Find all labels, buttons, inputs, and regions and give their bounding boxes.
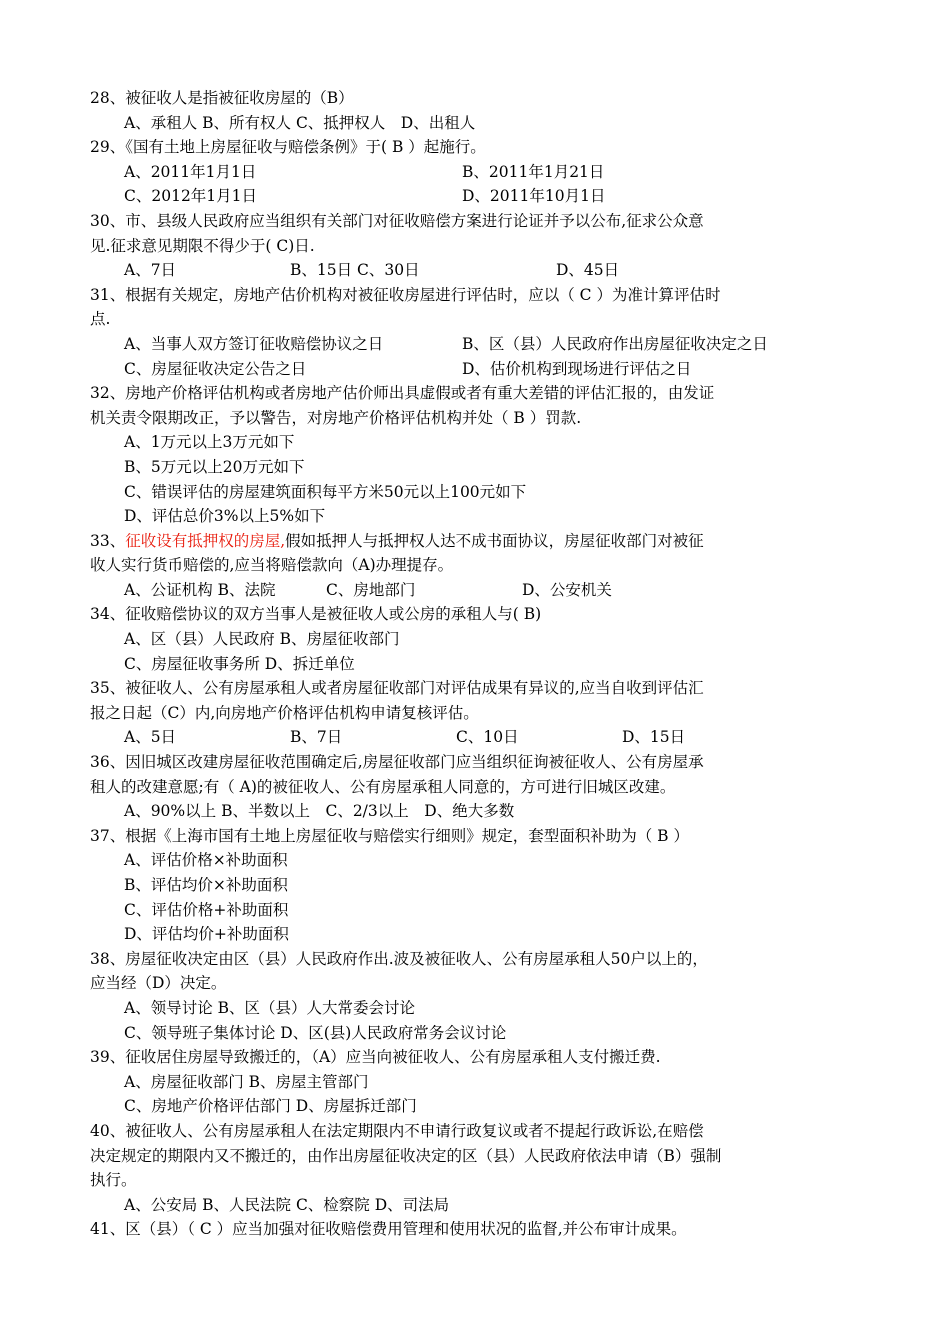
question-32-option-b: B、5万元以上20万元如下 bbox=[124, 457, 305, 476]
question-39: 39、征收居住房屋导致搬迁的，（A）应当向被征收人、公有房屋承租人支付搬迁费. bbox=[90, 1048, 661, 1067]
option-b: B、2011年1月21日 bbox=[462, 162, 605, 181]
question-31-line1: 31、根据有关规定，房地产估价机构对被征收房屋进行评估时，应以（ C ）为准计算评估时 bbox=[90, 285, 721, 304]
question-38-line1: 38、房屋征收决定由区（县）人民政府作出.波及被征收人、公有房屋承租人50户以上的， bbox=[90, 949, 708, 968]
question-28: 28、被征收人是指被征收房屋的（B） bbox=[90, 89, 354, 107]
question-37-option-a: A、评估价格×补助面积 bbox=[124, 851, 288, 870]
option-c: C、10日 bbox=[456, 728, 519, 747]
question-number: 33、 bbox=[90, 531, 126, 550]
question-30-options bbox=[90, 258, 865, 283]
option-d: D、估价机构到现场进行评估之日 bbox=[462, 359, 692, 378]
question-34-options-row2: C、房屋征收事务所 D、拆迁单位 bbox=[124, 654, 355, 673]
question-30-line1: 30、市、县级人民政府应当组织有关部门对征收赔偿方案进行论证并予以公布,征求公众意 bbox=[90, 211, 704, 230]
question-33-line1 bbox=[90, 529, 865, 554]
option-d: D、45日 bbox=[556, 261, 620, 280]
option-b: B、区（县）人民政府作出房屋征收决定之日 bbox=[462, 334, 768, 353]
option-a: A、7日 bbox=[124, 261, 177, 280]
question-37: 37、根据《上海市国有土地上房屋征收与赔偿实行细则》规定，套型面积补助为（ B ） bbox=[90, 826, 689, 845]
option-d: D、15日 bbox=[622, 728, 686, 747]
question-37-option-c: C、评估价格+补助面积 bbox=[124, 900, 289, 919]
option-a: A、2011年1月1日 bbox=[124, 162, 257, 181]
question-31-line2: 点. bbox=[90, 310, 111, 329]
question-33-line2: 收人实行货币赔偿的,应当将赔偿款向（A)办理提存。 bbox=[90, 556, 454, 575]
question-32-option-d: D、评估总价3%以上5%如下 bbox=[124, 507, 326, 526]
question-38-options-row1: A、领导讨论 B、区（县）人大常委会讨论 bbox=[124, 998, 416, 1017]
option-c: C、2012年1月1日 bbox=[124, 187, 258, 206]
question-38-options-row2: C、领导班子集体讨论 D、区(县)人民政府常务会议讨论 bbox=[124, 1023, 507, 1042]
question-31-options-row1 bbox=[90, 332, 865, 357]
question-29-options-row1 bbox=[90, 160, 865, 185]
question-40-line3: 执行。 bbox=[90, 1171, 137, 1190]
option-d: D、2011年10月1日 bbox=[462, 187, 606, 206]
option-ab: A、公证机构 B、法院 bbox=[124, 580, 276, 599]
question-30-line2: 见.征求意见期限不得少于( C)日. bbox=[90, 236, 315, 255]
highlighted-text: 征收设有抵押权的房屋, bbox=[125, 531, 286, 550]
question-33-options bbox=[90, 578, 865, 603]
option-d: D、公安机关 bbox=[522, 580, 612, 599]
question-39-options-row2: C、房地产价格评估部门 D、房屋拆迁部门 bbox=[124, 1097, 417, 1116]
question-32-line1: 32、房地产价格评估机构或者房地产估价师出具虚假或者有重大差错的评估汇报的，由发证 bbox=[90, 384, 715, 403]
document-page bbox=[90, 86, 865, 1242]
question-29-options-row2 bbox=[90, 184, 865, 209]
option-c: C、房地部门 bbox=[326, 580, 416, 599]
question-34-options-row1: A、区（县）人民政府 B、房屋征收部门 bbox=[124, 630, 400, 649]
question-31-options-row2 bbox=[90, 357, 865, 382]
question-32-option-c: C、错误评估的房屋建筑面积每平方米50元以上100元如下 bbox=[124, 482, 527, 501]
question-34: 34、征收赔偿协议的双方当事人是被征收人或公房的承租人与( B) bbox=[90, 605, 542, 624]
option-bc: B、15日 C、30日 bbox=[290, 261, 420, 280]
question-40-options: A、公安局 B、人民法院 C、检察院 D、司法局 bbox=[124, 1195, 450, 1214]
question-40-line2: 决定规定的期限内又不搬迁的，由作出房屋征收决定的区（县）人民政府依法申请（B）强制 bbox=[90, 1146, 722, 1165]
question-28-options: A、承租人 B、所有权人 C、抵押权人 D、出租人 bbox=[124, 113, 476, 132]
question-text: 假如抵押人与抵押权人达不成书面协议，房屋征收部门对被征 bbox=[285, 531, 704, 550]
question-35-line2: 报之日起（C）内,向房地产价格评估机构申请复核评估。 bbox=[90, 703, 479, 722]
question-41: 41、区（县）（ C ）应当加强对征收赔偿费用管理和使用状况的监督,并公布审计成果。 bbox=[90, 1220, 687, 1239]
option-b: B、7日 bbox=[290, 728, 343, 747]
question-35-options bbox=[90, 725, 865, 750]
question-38-line2: 应当经（D）决定。 bbox=[90, 974, 227, 993]
option-c: C、房屋征收决定公告之日 bbox=[124, 359, 307, 378]
question-36-line1: 36、因旧城区改建房屋征收范围确定后,房屋征收部门应当组织征询被征收人、公有房屋承 bbox=[90, 753, 704, 772]
question-35-line1: 35、被征收人、公有房屋承租人或者房屋征收部门对评估成果有异议的,应当自收到评估汇 bbox=[90, 679, 704, 698]
question-36-options: A、90%以上 B、半数以上 C、2/3以上 D、绝大多数 bbox=[124, 802, 515, 821]
question-37-option-d: D、评估均价+补助面积 bbox=[124, 925, 289, 944]
question-29: 29、《国有土地上房屋征收与赔偿条例》于( B ）起施行。 bbox=[90, 138, 486, 157]
question-39-options-row1: A、房屋征收部门 B、房屋主管部门 bbox=[124, 1072, 369, 1091]
question-36-line2: 租人的改建意愿;有（ A)的被征收人、公有房屋承租人同意的，方可进行旧城区改建。 bbox=[90, 777, 676, 796]
question-40-line1: 40、被征收人、公有房屋承租人在法定期限内不申请行政复议或者不提起行政诉讼,在赔偿 bbox=[90, 1121, 704, 1140]
question-32-line2: 机关责令限期改正，予以警告，对房地产价格评估机构并处（ B ）罚款. bbox=[90, 408, 582, 427]
question-37-option-b: B、评估均价×补助面积 bbox=[124, 876, 288, 894]
option-a: A、5日 bbox=[124, 728, 177, 747]
option-a: A、当事人双方签订征收赔偿协议之日 bbox=[124, 334, 384, 353]
question-32-option-a: A、1万元以上3万元如下 bbox=[124, 433, 295, 452]
